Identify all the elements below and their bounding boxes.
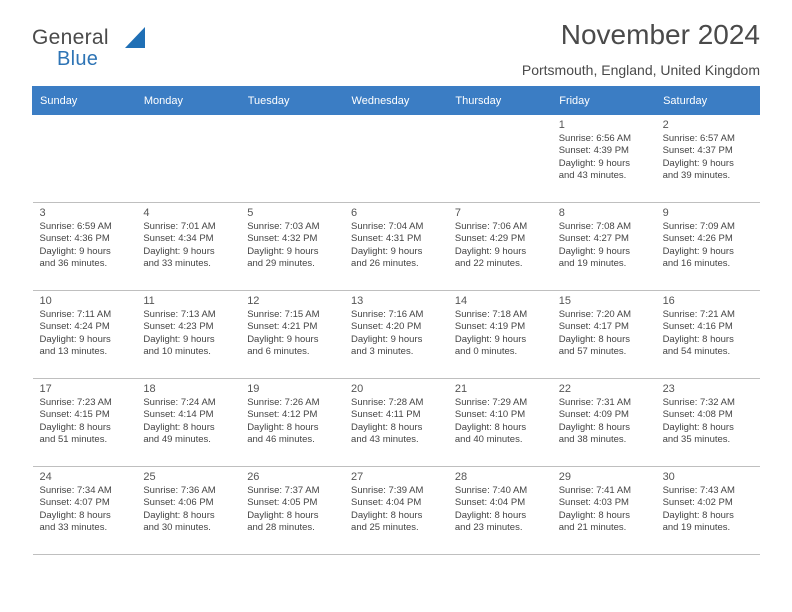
day-detail-line: and 19 minutes. (662, 522, 731, 534)
calendar-day-cell[interactable] (448, 203, 552, 291)
day-detail-line: and 33 minutes. (39, 522, 108, 534)
day-detail-line: and 46 minutes. (247, 434, 315, 446)
day-detail-line: Sunrise: 7:04 AM (351, 221, 424, 232)
day-number: 20 (351, 383, 364, 395)
day-number: 19 (247, 383, 260, 395)
day-details (136, 309, 240, 363)
day-detail-line: Sunrise: 7:03 AM (247, 221, 320, 232)
day-detail-line: Daylight: 9 hours (662, 157, 734, 169)
day-detail-line: Daylight: 9 hours (558, 157, 631, 169)
day-detail-line: Daylight: 8 hours (143, 421, 215, 433)
day-detail-line: Sunrise: 7:18 AM (454, 309, 528, 320)
day-detail-line: Sunrise: 7:06 AM (454, 221, 528, 232)
day-number: 14 (454, 295, 468, 307)
day-detail-line: Daylight: 9 hours (351, 245, 423, 257)
day-detail-line: Sunrise: 7:29 AM (454, 397, 528, 408)
day-detail-line: Sunset: 4:37 PM (662, 145, 733, 157)
day-detail-line: Daylight: 8 hours (558, 333, 631, 345)
day-detail-line: Sunrise: 7:43 AM (662, 485, 735, 496)
calendar-week-row (33, 203, 760, 291)
day-number: 10 (39, 295, 52, 307)
day-details (136, 397, 240, 451)
calendar-body (33, 115, 760, 555)
day-detail-line: Sunrise: 7:31 AM (558, 397, 632, 408)
calendar-day-cell[interactable] (136, 203, 240, 291)
day-number: 26 (247, 471, 260, 483)
day-detail-line: Sunrise: 6:59 AM (39, 221, 112, 232)
day-detail-line: and 57 minutes. (558, 346, 627, 358)
calendar-cell-empty (344, 115, 448, 203)
day-number: 4 (143, 207, 150, 219)
calendar-table (32, 86, 760, 555)
day-detail-line: Daylight: 8 hours (39, 421, 111, 433)
logo-triangle-icon (125, 27, 145, 48)
day-detail-line: Sunset: 4:23 PM (143, 321, 214, 333)
weekday-header-saturday: Saturday (656, 87, 760, 115)
day-number: 25 (143, 471, 156, 483)
day-details (240, 397, 344, 451)
weekday-header-row (33, 87, 760, 115)
title-block (522, 18, 760, 79)
day-detail-line: Sunrise: 7:11 AM (39, 309, 112, 320)
day-detail-line: Daylight: 9 hours (39, 333, 111, 345)
day-details (344, 221, 448, 275)
calendar-day-cell[interactable] (552, 379, 656, 467)
day-detail-line: and 30 minutes. (143, 522, 211, 534)
day-detail-line: and 33 minutes. (143, 258, 211, 270)
day-detail-line: Sunset: 4:02 PM (662, 497, 733, 509)
day-detail-line: and 21 minutes. (558, 522, 627, 534)
day-detail-line: Daylight: 8 hours (454, 509, 527, 521)
day-number: 3 (39, 207, 46, 219)
calendar-day-cell[interactable] (448, 291, 552, 379)
calendar-day-cell[interactable] (240, 379, 344, 467)
calendar-cell-empty (448, 115, 552, 203)
weekday-header-thursday: Thursday (448, 87, 552, 115)
day-detail-line: and 23 minutes. (454, 522, 523, 534)
weekday-header-tuesday: Tuesday (240, 87, 344, 115)
day-number: 15 (558, 295, 571, 307)
day-detail-line: Sunrise: 7:41 AM (558, 485, 632, 496)
day-detail-line: and 13 minutes. (39, 346, 108, 358)
weekday-header-monday: Monday (136, 87, 240, 115)
day-number: 7 (454, 207, 461, 219)
calendar-day-cell[interactable] (552, 467, 656, 555)
day-detail-line: and 36 minutes. (39, 258, 108, 270)
calendar-cell-empty (136, 115, 240, 203)
day-detail-line: Sunrise: 7:39 AM (351, 485, 424, 496)
day-detail-line: and 43 minutes. (558, 170, 627, 182)
day-detail-line: and 40 minutes. (454, 434, 523, 446)
calendar-day-cell[interactable] (33, 291, 137, 379)
day-detail-line: Sunrise: 7:01 AM (143, 221, 216, 232)
day-detail-line: Sunset: 4:32 PM (247, 233, 318, 245)
day-details (33, 485, 137, 539)
day-detail-line: Sunset: 4:26 PM (662, 233, 733, 245)
day-detail-line: and 0 minutes. (454, 346, 518, 358)
calendar-day-cell[interactable] (136, 467, 240, 555)
day-number: 22 (558, 383, 571, 395)
day-number: 13 (351, 295, 364, 307)
day-detail-line: Sunset: 4:34 PM (143, 233, 214, 245)
calendar-day-cell[interactable] (552, 115, 656, 203)
day-details (448, 221, 552, 275)
day-detail-line: and 35 minutes. (662, 434, 731, 446)
day-detail-line: Sunrise: 7:40 AM (454, 485, 528, 496)
day-detail-line: and 26 minutes. (351, 258, 419, 270)
day-detail-line: and 49 minutes. (143, 434, 211, 446)
day-details (33, 309, 137, 363)
day-details (656, 221, 760, 275)
day-details (344, 397, 448, 451)
calendar-day-cell[interactable] (344, 379, 448, 467)
day-detail-line: Sunset: 4:12 PM (247, 409, 318, 421)
day-details (344, 309, 448, 363)
day-detail-line: and 16 minutes. (662, 258, 731, 270)
logo-text-blue: Blue (57, 48, 99, 70)
day-number: 23 (662, 383, 675, 395)
day-details (552, 397, 656, 451)
day-detail-line: Sunrise: 7:32 AM (662, 397, 735, 408)
day-number: 8 (558, 207, 565, 219)
day-detail-line: Daylight: 9 hours (558, 245, 631, 257)
day-detail-line: Daylight: 9 hours (247, 333, 319, 345)
day-detail-line: and 29 minutes. (247, 258, 315, 270)
weekday-header-friday: Friday (552, 87, 656, 115)
day-detail-line: and 39 minutes. (662, 170, 731, 182)
day-detail-line: Sunset: 4:17 PM (558, 321, 629, 333)
day-detail-line: Sunset: 4:20 PM (351, 321, 422, 333)
day-detail-line: and 43 minutes. (351, 434, 419, 446)
calendar-day-cell[interactable] (552, 203, 656, 291)
day-detail-line: Sunset: 4:16 PM (662, 321, 733, 333)
day-details (240, 485, 344, 539)
day-detail-line: Daylight: 9 hours (143, 245, 215, 257)
day-detail-line: and 51 minutes. (39, 434, 108, 446)
day-detail-line: Daylight: 8 hours (558, 509, 631, 521)
calendar-cell-empty (33, 115, 137, 203)
day-detail-line: Sunset: 4:06 PM (143, 497, 214, 509)
day-detail-line: Sunset: 4:05 PM (247, 497, 318, 509)
day-detail-line: Sunset: 4:36 PM (39, 233, 110, 245)
day-detail-line: Daylight: 8 hours (351, 421, 423, 433)
day-detail-line: Sunrise: 6:56 AM (558, 133, 632, 144)
day-details (448, 485, 552, 539)
day-detail-line: Sunset: 4:08 PM (662, 409, 733, 421)
day-number: 16 (662, 295, 675, 307)
day-number: 2 (662, 119, 669, 131)
day-detail-line: Sunrise: 6:57 AM (662, 133, 735, 144)
weekday-header-wednesday: Wednesday (344, 87, 448, 115)
day-number: 6 (351, 207, 358, 219)
day-detail-line: Sunset: 4:03 PM (558, 497, 629, 509)
calendar-day-cell[interactable] (656, 379, 760, 467)
day-number: 17 (39, 383, 52, 395)
day-details (448, 309, 552, 363)
day-details (33, 397, 137, 451)
day-number: 29 (558, 471, 571, 483)
day-detail-line: Sunrise: 7:20 AM (558, 309, 632, 320)
day-detail-line: and 54 minutes. (662, 346, 731, 358)
day-detail-line: Sunrise: 7:28 AM (351, 397, 424, 408)
calendar-week-row (33, 115, 760, 203)
day-details (136, 485, 240, 539)
day-detail-line: Sunrise: 7:09 AM (662, 221, 735, 232)
day-details (656, 133, 760, 187)
day-detail-line: Daylight: 8 hours (143, 509, 215, 521)
day-detail-line: Sunset: 4:09 PM (558, 409, 629, 421)
day-detail-line: Sunrise: 7:36 AM (143, 485, 216, 496)
day-details (33, 221, 137, 275)
day-detail-line: Sunset: 4:29 PM (454, 233, 526, 245)
day-detail-line: Sunset: 4:14 PM (143, 409, 214, 421)
day-details (552, 485, 656, 539)
calendar-day-cell[interactable] (240, 291, 344, 379)
calendar-day-cell[interactable] (240, 467, 344, 555)
calendar-week-row (33, 467, 760, 555)
day-detail-line: Sunset: 4:19 PM (454, 321, 526, 333)
day-number: 18 (143, 383, 156, 395)
day-detail-line: Sunset: 4:21 PM (247, 321, 318, 333)
day-detail-line: Sunset: 4:39 PM (558, 145, 629, 157)
generalblue-logo (32, 26, 232, 74)
day-number: 28 (454, 471, 468, 483)
day-details (448, 397, 552, 451)
day-details (552, 221, 656, 275)
day-detail-line: and 19 minutes. (558, 258, 627, 270)
day-detail-line: and 28 minutes. (247, 522, 315, 534)
day-detail-line: Sunrise: 7:21 AM (662, 309, 735, 320)
day-detail-line: Sunset: 4:27 PM (558, 233, 629, 245)
day-detail-line: and 22 minutes. (454, 258, 523, 270)
calendar-day-cell[interactable] (656, 291, 760, 379)
day-detail-line: Daylight: 9 hours (351, 333, 423, 345)
day-detail-line: Daylight: 8 hours (247, 421, 319, 433)
logo-text-general: General (32, 26, 109, 49)
day-detail-line: Sunset: 4:31 PM (351, 233, 422, 245)
day-details (240, 309, 344, 363)
day-detail-line: Daylight: 8 hours (662, 509, 734, 521)
day-number: 1 (558, 119, 565, 131)
day-detail-line: Daylight: 8 hours (454, 421, 527, 433)
day-detail-line: Daylight: 9 hours (247, 245, 319, 257)
day-detail-line: Daylight: 8 hours (558, 421, 631, 433)
day-number: 30 (662, 471, 675, 483)
calendar-day-cell[interactable] (344, 291, 448, 379)
calendar-day-cell[interactable] (33, 379, 137, 467)
day-detail-line: Sunrise: 7:26 AM (247, 397, 320, 408)
day-details (240, 221, 344, 275)
day-details (136, 221, 240, 275)
day-details (656, 485, 760, 539)
day-number: 11 (143, 295, 155, 307)
day-detail-line: Sunrise: 7:15 AM (247, 309, 320, 320)
day-number: 27 (351, 471, 364, 483)
day-number: 12 (247, 295, 260, 307)
day-detail-line: Daylight: 8 hours (662, 421, 734, 433)
day-detail-line: Sunrise: 7:34 AM (39, 485, 112, 496)
day-detail-line: Daylight: 8 hours (247, 509, 319, 521)
day-detail-line: Daylight: 9 hours (143, 333, 215, 345)
location-subtitle: Portsmouth, England, United Kingdom (521, 62, 760, 78)
day-detail-line: Sunrise: 7:08 AM (558, 221, 632, 232)
day-detail-line: Sunrise: 7:23 AM (39, 397, 112, 408)
day-detail-line: and 6 minutes. (247, 346, 310, 358)
calendar-day-cell[interactable] (136, 379, 240, 467)
day-detail-line: Daylight: 9 hours (454, 333, 527, 345)
day-number: 9 (662, 207, 669, 219)
calendar-day-cell[interactable] (344, 467, 448, 555)
calendar-day-cell[interactable] (656, 467, 760, 555)
calendar-day-cell[interactable] (33, 203, 137, 291)
day-details (656, 309, 760, 363)
day-detail-line: Sunrise: 7:24 AM (143, 397, 216, 408)
page-header (32, 0, 760, 78)
calendar-week-row (33, 379, 760, 467)
day-detail-line: Daylight: 9 hours (454, 245, 527, 257)
day-detail-line: Sunrise: 7:37 AM (247, 485, 320, 496)
day-detail-line: Sunset: 4:24 PM (39, 321, 110, 333)
calendar-day-cell[interactable] (552, 291, 656, 379)
day-number: 21 (454, 383, 468, 395)
calendar-day-cell[interactable] (656, 203, 760, 291)
day-details (552, 133, 656, 187)
calendar-week-row (33, 291, 760, 379)
day-detail-line: Sunset: 4:04 PM (454, 497, 526, 509)
day-detail-line: Daylight: 8 hours (662, 333, 734, 345)
day-detail-line: Sunset: 4:11 PM (351, 409, 421, 421)
day-detail-line: Daylight: 8 hours (39, 509, 111, 521)
day-details (656, 397, 760, 451)
page-title: November 2024 (560, 19, 760, 50)
day-details (344, 485, 448, 539)
calendar-day-cell[interactable] (448, 379, 552, 467)
day-number: 5 (247, 207, 254, 219)
day-detail-line: and 10 minutes. (143, 346, 211, 358)
day-detail-line: and 38 minutes. (558, 434, 627, 446)
day-detail-line: Daylight: 8 hours (351, 509, 423, 521)
calendar-day-cell[interactable] (33, 467, 137, 555)
calendar-day-cell[interactable] (136, 291, 240, 379)
calendar-day-cell[interactable] (240, 203, 344, 291)
day-detail-line: Sunset: 4:10 PM (454, 409, 526, 421)
day-detail-line: and 3 minutes. (351, 346, 414, 358)
day-detail-line: and 25 minutes. (351, 522, 419, 534)
calendar-cell-empty (240, 115, 344, 203)
day-detail-line: Sunrise: 7:16 AM (351, 309, 424, 320)
day-detail-line: Sunrise: 7:13 AM (143, 309, 216, 320)
calendar-day-cell[interactable] (448, 467, 552, 555)
day-number: 24 (39, 471, 52, 483)
weekday-header-sunday: Sunday (33, 87, 137, 115)
calendar-day-cell[interactable] (656, 115, 760, 203)
day-detail-line: Sunset: 4:07 PM (39, 497, 110, 509)
day-details (552, 309, 656, 363)
day-detail-line: Daylight: 9 hours (662, 245, 734, 257)
day-detail-line: Daylight: 9 hours (39, 245, 111, 257)
calendar-day-cell[interactable] (344, 203, 448, 291)
day-detail-line: Sunset: 4:04 PM (351, 497, 422, 509)
day-detail-line: Sunset: 4:15 PM (39, 409, 110, 421)
